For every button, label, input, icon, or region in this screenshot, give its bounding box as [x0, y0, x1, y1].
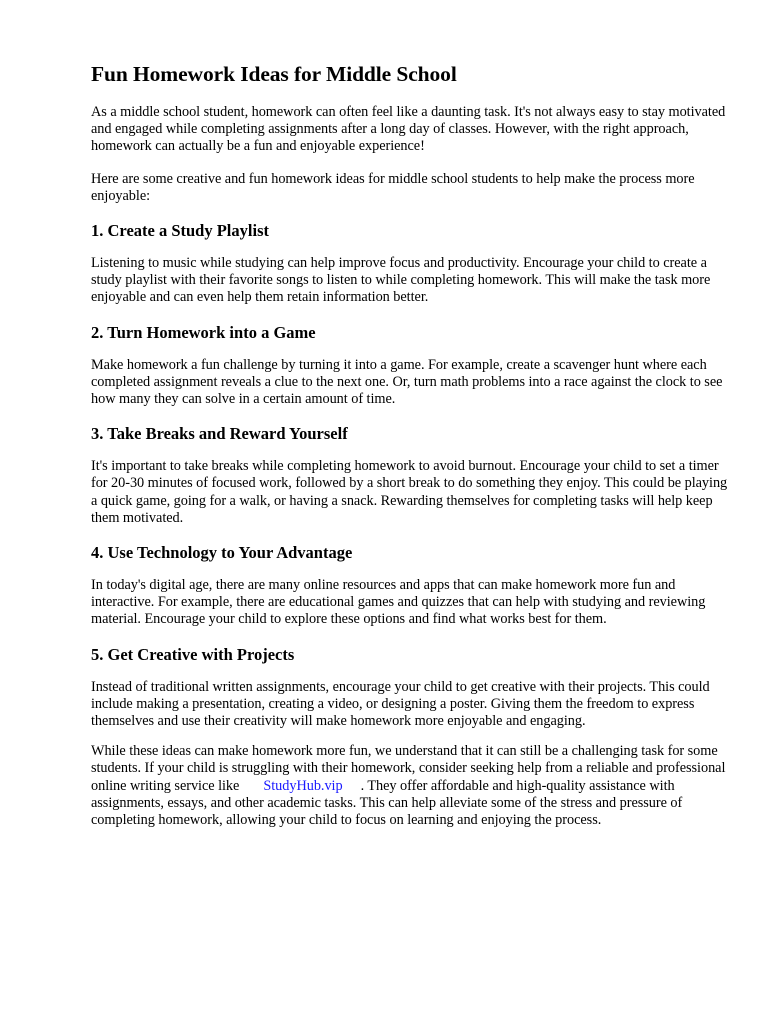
closing-text-after-link: . They offer affordable and high-quality assistance with assignments, essays, and other academic tasks. This can help alleviate some of the stress and pressure of completing homework, allowing your child to focus on learning and enjoying the process. — [91, 777, 683, 829]
section-body-creative-projects: Instead of traditional written assignments, encourage your child to get creative with their projects. This could include making a presentation, creating a video, or designing a poster. Giving them the freedom to express themselves and use their creativity will make homework more enjoyable and engaging. — [91, 678, 710, 730]
intro-paragraph-1: As a middle school student, homework can often feel like a daunting task. It's not always easy to stay motivated and engaged while completing assignments after a long day of classes. However, with the right approach, homework can actually be a fun and enjoyable experience! — [91, 104, 726, 155]
section-heading-breaks-reward: 3. Take Breaks and Reward Yourself — [91, 424, 348, 444]
section-body-homework-game: Make homework a fun challenge by turning it into a game. For example, create a scavenger hunt where each completed assignment reveals a clue to the next one. Or, turn math problems into a race against the clock to see how many they can solve in a certain amount of time. — [91, 356, 723, 408]
section-body-technology: In today's digital age, there are many online resources and apps that can make homework more fun and interactive. For example, there are educational games and quizzes that can help with studying and reviewing material. Encourage your child to explore these options and find what works best for them. — [91, 577, 706, 628]
closing-text-before-link: While these ideas can make homework more fun, we understand that it can still be a challenging task for some students. If your child is struggling with their homework, consider seeking help from a reliable and professional online writing service like — [91, 743, 726, 794]
section-body-study-playlist: Listening to music while studying can help improve focus and productivity. Encourage your child to create a study playlist with their favorite songs to listen to while completing homework. This will make the task more enjoyable and can even help them retain information better. — [91, 255, 711, 306]
section-body-breaks-reward: It's important to take breaks while completing homework to avoid burnout. Encourage your child to set a timer for 20-30 minutes of focused work, followed by a short break to do something they enjoy. This could be playing a quick game, going for a walk, or having a snack. Rewarding themselves for completing tasks will help keep them motivated. — [91, 458, 728, 526]
section-heading-study-playlist: 1. Create a Study Playlist — [91, 221, 269, 241]
document-page — [91, 58, 731, 829]
section-heading-creative-projects: 5. Get Creative with Projects — [91, 644, 295, 664]
page-title: Fun Homework Ideas for Middle School — [91, 62, 457, 86]
closing-paragraph — [91, 743, 731, 829]
section-heading-technology: 4. Use Technology to Your Advantage — [91, 543, 353, 563]
section-heading-homework-game: 2. Turn Homework into a Game — [91, 322, 316, 342]
intro-paragraph-2: Here are some creative and fun homework ideas for middle school students to help make the process more enjoyable: — [91, 170, 695, 204]
studyhub-link[interactable]: StudyHub.vip — [263, 777, 343, 794]
